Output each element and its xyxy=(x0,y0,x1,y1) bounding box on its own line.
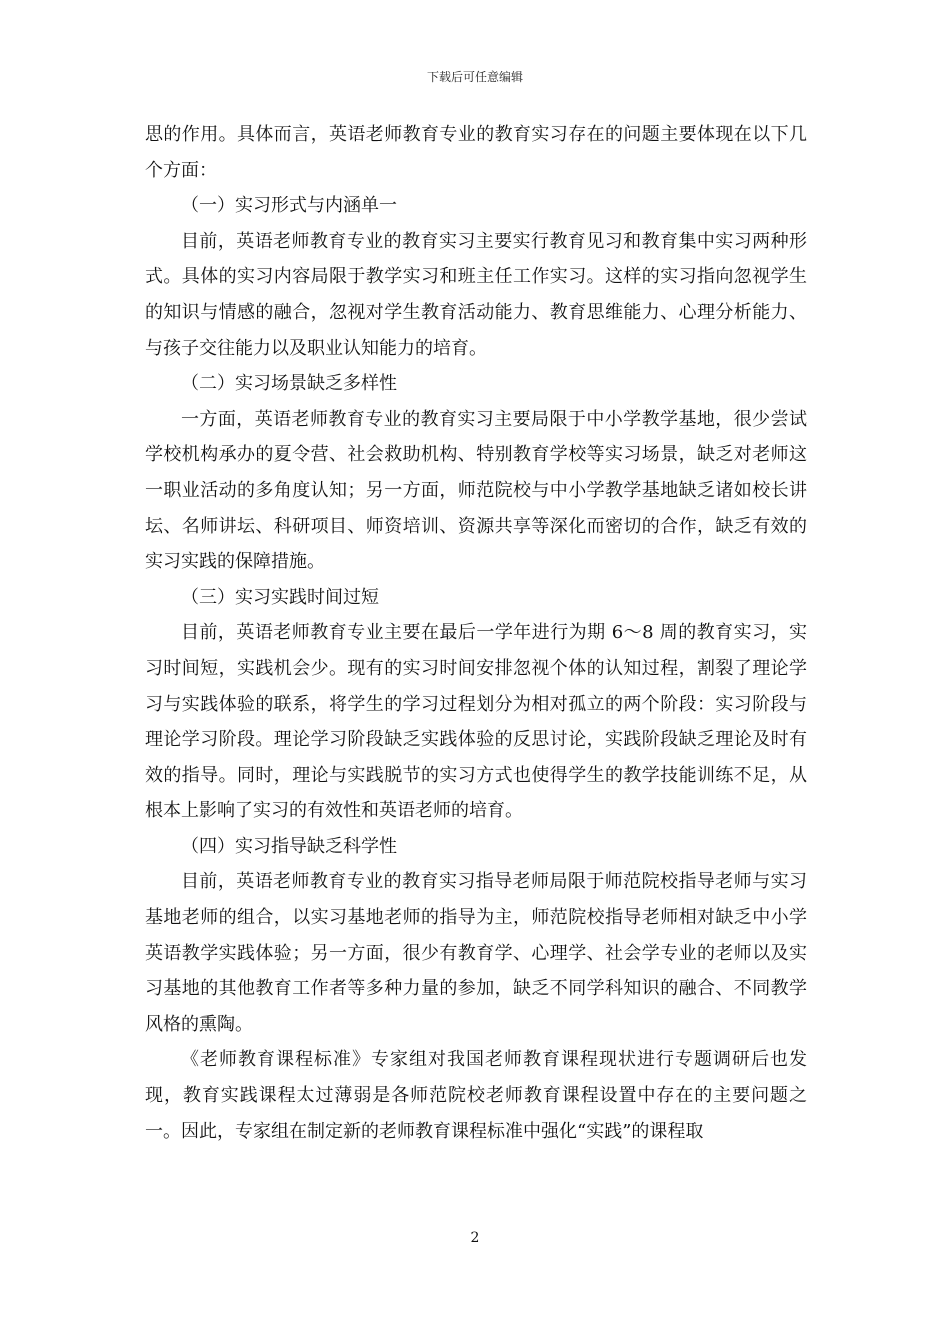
paragraph: 目前，英语老师教育专业主要在最后一学年进行为期 6～8 周的教育实习，实习时间短，实践机会少。现有的实习时间安排忽视个体的认知过程，割裂了理论学习与实践体验的联系，将学生的学习过程划分为相对孤立的两个阶段：实习阶段与理论学习阶段。理论学习阶段缺乏实践体验的反思讨论，实践阶段缺乏理论及时有效的指导。同时，理论与实践脱节的实习方式也使得学生的教学技能训练不足，从根本上影响了实习的有效性和英语老师的培育。 xyxy=(145,622,807,822)
section-heading: （四）实习指导缺乏科学性 xyxy=(181,835,397,857)
paragraph: 一方面，英语老师教育专业的教育实习主要局限于中小学教学基地，很少尝试学校机构承办的夏令营、社会救助机构、特别教育学校等实习场景，缺乏对老师这一职业活动的多角度认知；另一方面，师范院校与中小学教学基地缺乏诸如校长讲坛、名师讲坛、科研项目、师资培训、资源共享等深化而密切的合作，缺乏有效的实习实践的保障措施。 xyxy=(145,408,807,573)
paragraph: 目前，英语老师教育专业的教育实习主要实行教育见习和教育集中实习两种形式。具体的实习内容局限于教学实习和班主任工作实习。这样的实习指向忽视学生的知识与情感的融合，忽视对学生教育活动能力、教育思维能力、心理分析能力、与孩子交往能力以及职业认知能力的培育。 xyxy=(145,230,807,359)
paragraph: 《老师教育课程标准》专家组对我国老师教育课程现状进行专题调研后也发现，教育实践课程太过薄弱是各师范院校老师教育课程设置中存在的主要问题之一。因此，专家组在制定新的老师教育课程标准中强化“实践”的课程取 xyxy=(145,1049,807,1142)
paragraph: 目前，英语老师教育专业的教育实习指导老师局限于师范院校指导老师与实习基地老师的组合，以实习基地老师的指导为主，师范院校指导老师相对缺乏中小学英语教学实践体验；另一方面，很少有教育学、心理学、社会学专业的老师以及实习基地的其他教育工作者等多种力量的参加，缺乏不同学科知识的融合、不同教学风格的熏陶。 xyxy=(145,871,807,1035)
section-heading: （二）实习场景缺乏多样性 xyxy=(181,373,397,395)
section-heading: （三）实习实践时间过短 xyxy=(181,586,379,608)
page-header: 下载后可任意编辑 xyxy=(426,70,523,84)
document-body xyxy=(145,117,807,1149)
paragraph: 思的作用。具体而言，英语老师教育专业的教育实习存在的问题主要体现在以下几个方面： xyxy=(145,124,807,181)
section-heading: （一）实习形式与内涵单一 xyxy=(181,195,397,217)
page-number: 2 xyxy=(470,1230,480,1246)
